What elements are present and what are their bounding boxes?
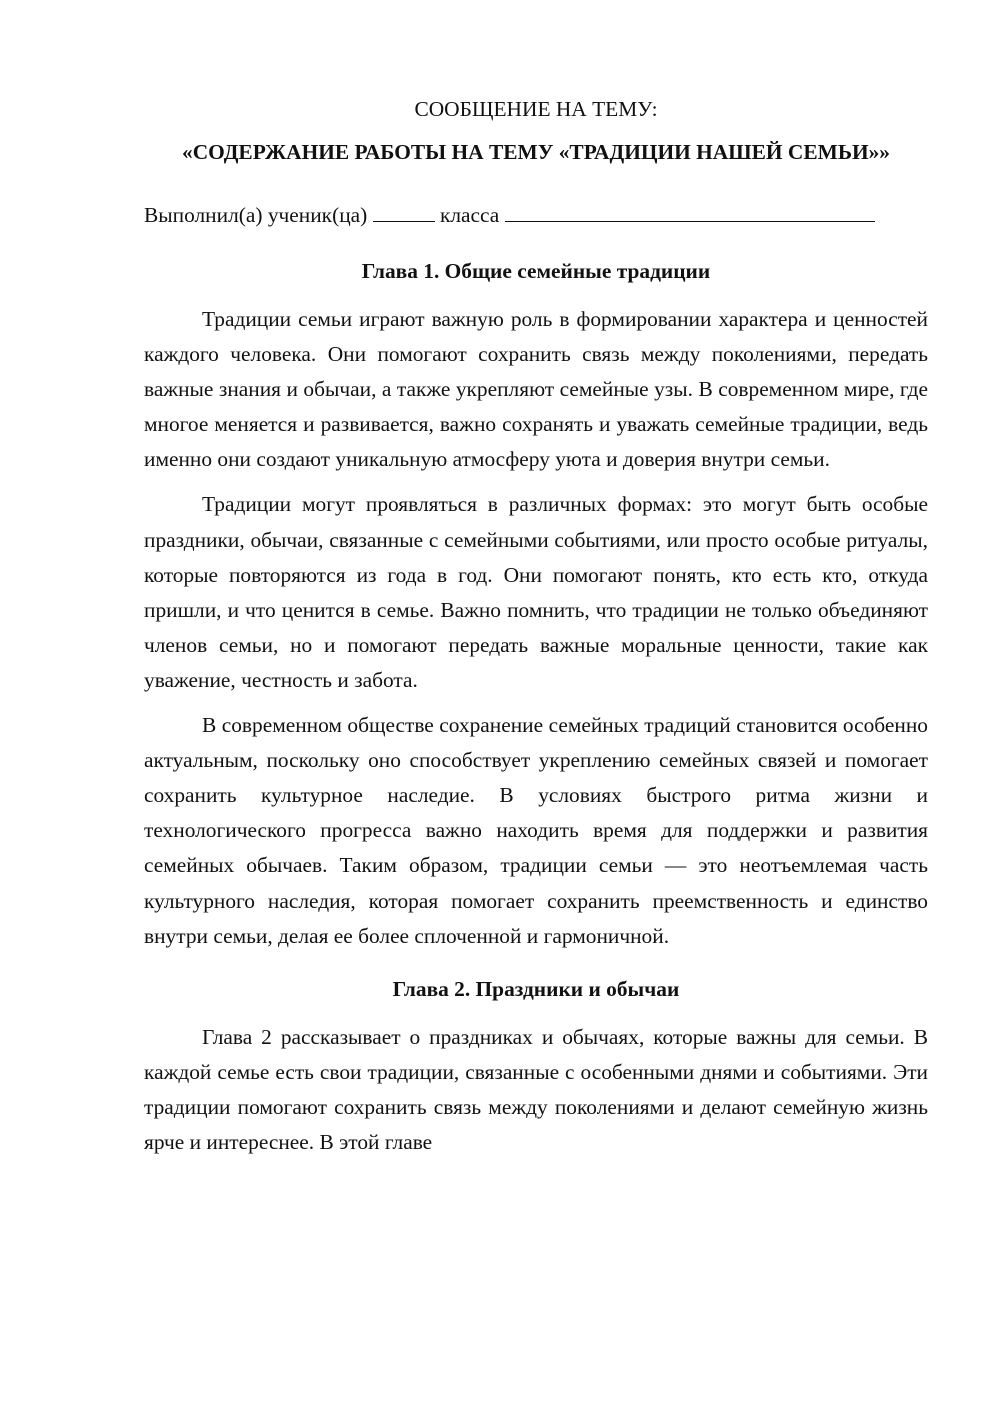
author-line <box>144 200 928 230</box>
class-number-blank <box>373 201 435 222</box>
chapter-1 <box>144 254 928 954</box>
chapter-2-title: Глава 2. Праздники и обычаи <box>392 976 680 1001</box>
chapter-2-paragraph: Глава 2 рассказывает о праздниках и обычаях, которые важны для семьи. В каждой семье есть свои традиции, связанные с особенными днями и событиями. Эти традиции помогают сохранить связь между поколениями и делают семейную жизнь ярче и интереснее. В этой главе <box>144 1024 928 1154</box>
chapter-1-paragraph: Традиции могут проявляться в различных формах: это могут быть особые праздники, обычаи, связанные с семейными событиями, или просто особые ритуалы, которые повторяются из года в год. Они помогают понять, кто есть кто, откуда пришли, и что ценится в семье. Важно помнить, что традиции не только объединяют членов семьи, но и помогают передать важные моральные ценности, такие как уважение, честность и забота. <box>144 492 928 692</box>
chapter-2 <box>144 972 928 1160</box>
chapter-1-title: Глава 1. Общие семейные традиции <box>361 259 711 283</box>
student-label: Выполнил(а) ученик(ца) <box>144 203 368 227</box>
class-label: класса <box>439 203 500 227</box>
chapter-1-paragraph: В современном обществе сохранение семейных традиций становится особенно актуальным, поскольку оно способствует укреплению семейных связей и помогает сохранить культурное наследие. В условиях быстрого ритма жизни и технологического прогресса важно находить время для поддержки и развития семейных обычаев. Таким образом, традиции семьи — это неотъемлемая часть культурного наследия, которая помогает сохранить преемственность и единство внутри семьи, делая ее более сплоченной и гармоничной. <box>144 713 928 948</box>
chapter-1-paragraph: Традиции семьи играют важную роль в формировании характера и ценностей каждого человека. Они помогают сохранить связь между поколениями, передать важные знания и обычаи, а также укрепляют семейные узы. В современном мире, где многое меняется и развивается, важно сохранять и уважать семейные традиции, ведь именно они создают уникальную атмосферу уюта и доверия внутри семьи. <box>144 307 928 472</box>
pre-title: СООБЩЕНИЕ НА ТЕМУ: <box>414 97 658 121</box>
document-title: «СОДЕРЖАНИЕ РАБОТЫ НА ТЕМУ «ТРАДИЦИИ НАШЕЙ СЕМЬИ»» <box>182 140 890 164</box>
student-name-blank <box>505 201 875 222</box>
